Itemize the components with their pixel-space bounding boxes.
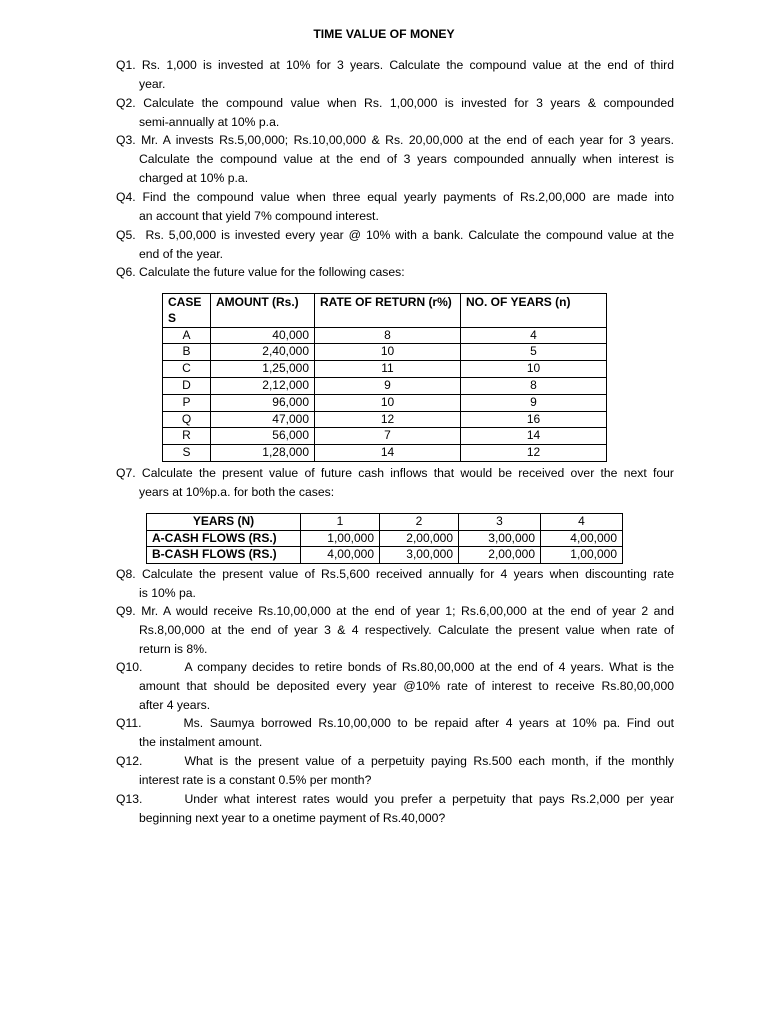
table-cell: 47,000 [211, 411, 315, 428]
question-9 [116, 602, 674, 658]
table-header-cell: RATE OF RETURN (r%) [315, 294, 461, 328]
question-text-cont: an account that yield 7% compound interest. [139, 208, 379, 223]
question-text-cont: amount that should be deposited every year @10% rate of interest to receive Rs.80,00,000 [139, 678, 674, 693]
question-number: Q10. [116, 660, 143, 674]
question-number: Q1. [116, 58, 136, 72]
table-cell: S [163, 445, 211, 462]
question-text: Find the compound value when three equal yearly payments of Rs.2,00,000 are made into [142, 190, 674, 204]
table-row [147, 514, 623, 531]
question-number: Q3. [116, 133, 136, 147]
table-cell: B-CASH FLOWS (RS.) [147, 547, 301, 564]
question-text: Calculate the present value of Rs.5,600 received annually for 4 years when discounting rate [141, 567, 674, 581]
question-number: Q7. [116, 466, 136, 480]
question-number: Q5. [116, 228, 136, 242]
question-number: Q12. [116, 754, 143, 768]
question-text: Mr. A invests Rs.5,00,000; Rs.10,00,000 & Rs. 20,00,000 at the end of each year for 3 years. [141, 133, 675, 147]
table-cell: Q [163, 411, 211, 428]
table-row [163, 428, 607, 445]
question-text: Mr. A would receive Rs.10,00,000 at the end of year 1; Rs.6,00,000 at the end of year 2 and [141, 604, 674, 618]
question-10 [116, 658, 674, 714]
table-cell: 10 [315, 344, 461, 361]
table-cell: 3,00,000 [380, 547, 459, 564]
question-13 [116, 790, 674, 828]
table-cell: 2,00,000 [459, 547, 541, 564]
question-text: Ms. Saumya borrowed Rs.10,00,000 to be repaid after 4 years at 10% pa. Find out [183, 716, 674, 730]
table-cell: 1,28,000 [211, 445, 315, 462]
table-cell: B [163, 344, 211, 361]
question-3 [116, 131, 674, 187]
table-cell: 5 [461, 344, 607, 361]
question-2 [116, 94, 674, 132]
table-cell: 3 [459, 514, 541, 531]
table-cell: 16 [461, 411, 607, 428]
question-text: Under what interest rates would you prefer a perpetuity that pays Rs.2,000 per year [184, 792, 674, 806]
table-row [163, 327, 607, 344]
table-cell: 4 [461, 327, 607, 344]
question-text-cont: beginning next year to a onetime payment of Rs.40,000? [139, 810, 446, 825]
question-text-cont: is 10% pa. [139, 585, 196, 600]
table-cell: YEARS (N) [147, 514, 301, 531]
table-row [147, 530, 623, 547]
table-cell: C [163, 361, 211, 378]
table-cell: 8 [461, 377, 607, 394]
table-cell: 9 [461, 394, 607, 411]
question-6 [116, 263, 674, 282]
question-text-cont: end of the year. [139, 246, 224, 261]
table-cell: R [163, 428, 211, 445]
table-cell: 40,000 [211, 327, 315, 344]
question-number: Q6. [116, 265, 136, 279]
table-cell: 2,00,000 [380, 530, 459, 547]
question-5 [116, 226, 674, 264]
question-number: Q11. [116, 716, 142, 730]
question-number: Q9. [116, 604, 136, 618]
cash-flows-table [146, 513, 623, 564]
table-row [147, 547, 623, 564]
question-4 [116, 188, 674, 226]
question-number: Q8. [116, 567, 136, 581]
question-12 [116, 752, 674, 790]
table-row [163, 445, 607, 462]
table-cell: 7 [315, 428, 461, 445]
question-text-cont: interest rate is a constant 0.5% per month? [139, 772, 372, 787]
table-cell: A-CASH FLOWS (RS.) [147, 530, 301, 547]
question-8 [116, 565, 674, 603]
table-cell: 12 [461, 445, 607, 462]
table-cell: 96,000 [211, 394, 315, 411]
question-1 [116, 56, 674, 94]
table-row [163, 377, 607, 394]
question-11 [116, 714, 674, 752]
table-cell: 10 [461, 361, 607, 378]
table-cell: D [163, 377, 211, 394]
question-number: Q13. [116, 792, 143, 806]
question-text: Calculate the compound value when Rs. 1,00,000 is invested for 3 years & compounded [143, 96, 674, 110]
table-cell: 2,12,000 [211, 377, 315, 394]
table-cell: P [163, 394, 211, 411]
table-cell: 14 [461, 428, 607, 445]
question-text: Calculate the future value for the following cases: [139, 265, 405, 279]
table-cell: A [163, 327, 211, 344]
table-cell: 1,00,000 [541, 547, 623, 564]
table-cell: 2 [380, 514, 459, 531]
question-text-cont: charged at 10% p.a. [139, 170, 249, 185]
table-cell: 4 [541, 514, 623, 531]
question-text: A company decides to retire bonds of Rs.80,00,000 at the end of 4 years. What is the [184, 660, 674, 674]
question-text-cont: years at 10%p.a. for both the cases: [139, 484, 335, 499]
table-row [163, 361, 607, 378]
question-text: Calculate the present value of future cash inflows that would be received over the next four [141, 466, 674, 480]
table-cell: 9 [315, 377, 461, 394]
table-header-row [163, 294, 607, 328]
future-value-cases-table [162, 293, 607, 462]
table-row [163, 394, 607, 411]
table-header-cell: AMOUNT (Rs.) [211, 294, 315, 328]
question-text-cont: after 4 years. [139, 697, 211, 712]
table-cell: 12 [315, 411, 461, 428]
table-cell: 10 [315, 394, 461, 411]
table-row [163, 344, 607, 361]
table-cell: 11 [315, 361, 461, 378]
question-text: Rs. 1,000 is invested at 10% for 3 years. Calculate the compound value at the end of third [141, 58, 674, 72]
question-text-cont: the instalment amount. [139, 734, 263, 749]
question-text-cont: Rs.8,00,000 at the end of year 3 & 4 respectively. Calculate the present value when rate of [139, 622, 674, 637]
page-title: TIME VALUE OF MONEY [313, 27, 455, 41]
question-7 [116, 464, 674, 502]
question-text-cont: return is 8%. [139, 641, 208, 656]
table-cell: 3,00,000 [459, 530, 541, 547]
table-row [163, 411, 607, 428]
question-text-cont: Calculate the compound value at the end of 3 years compounded annually when interest is [139, 151, 674, 166]
table-cell: 4,00,000 [301, 547, 380, 564]
table-cell: 14 [315, 445, 461, 462]
table-cell: 4,00,000 [541, 530, 623, 547]
question-text: Rs. 5,00,000 is invested every year @ 10% with a bank. Calculate the compound value at the [145, 228, 674, 242]
question-text: What is the present value of a perpetuity paying Rs.500 each month, if the monthly [184, 754, 674, 768]
table-cell: 56,000 [211, 428, 315, 445]
table-cell: 1,00,000 [301, 530, 380, 547]
table-cell: 8 [315, 327, 461, 344]
question-number: Q2. [116, 96, 136, 110]
table-cell: 1 [301, 514, 380, 531]
table-cell: 2,40,000 [211, 344, 315, 361]
question-text-cont: year. [139, 76, 166, 91]
table-header-cell: CASE S [163, 294, 211, 328]
question-text-cont: semi-annually at 10% p.a. [139, 114, 280, 129]
table-cell: 1,25,000 [211, 361, 315, 378]
question-number: Q4. [116, 190, 136, 204]
table-header-cell: NO. OF YEARS (n) [461, 294, 607, 328]
